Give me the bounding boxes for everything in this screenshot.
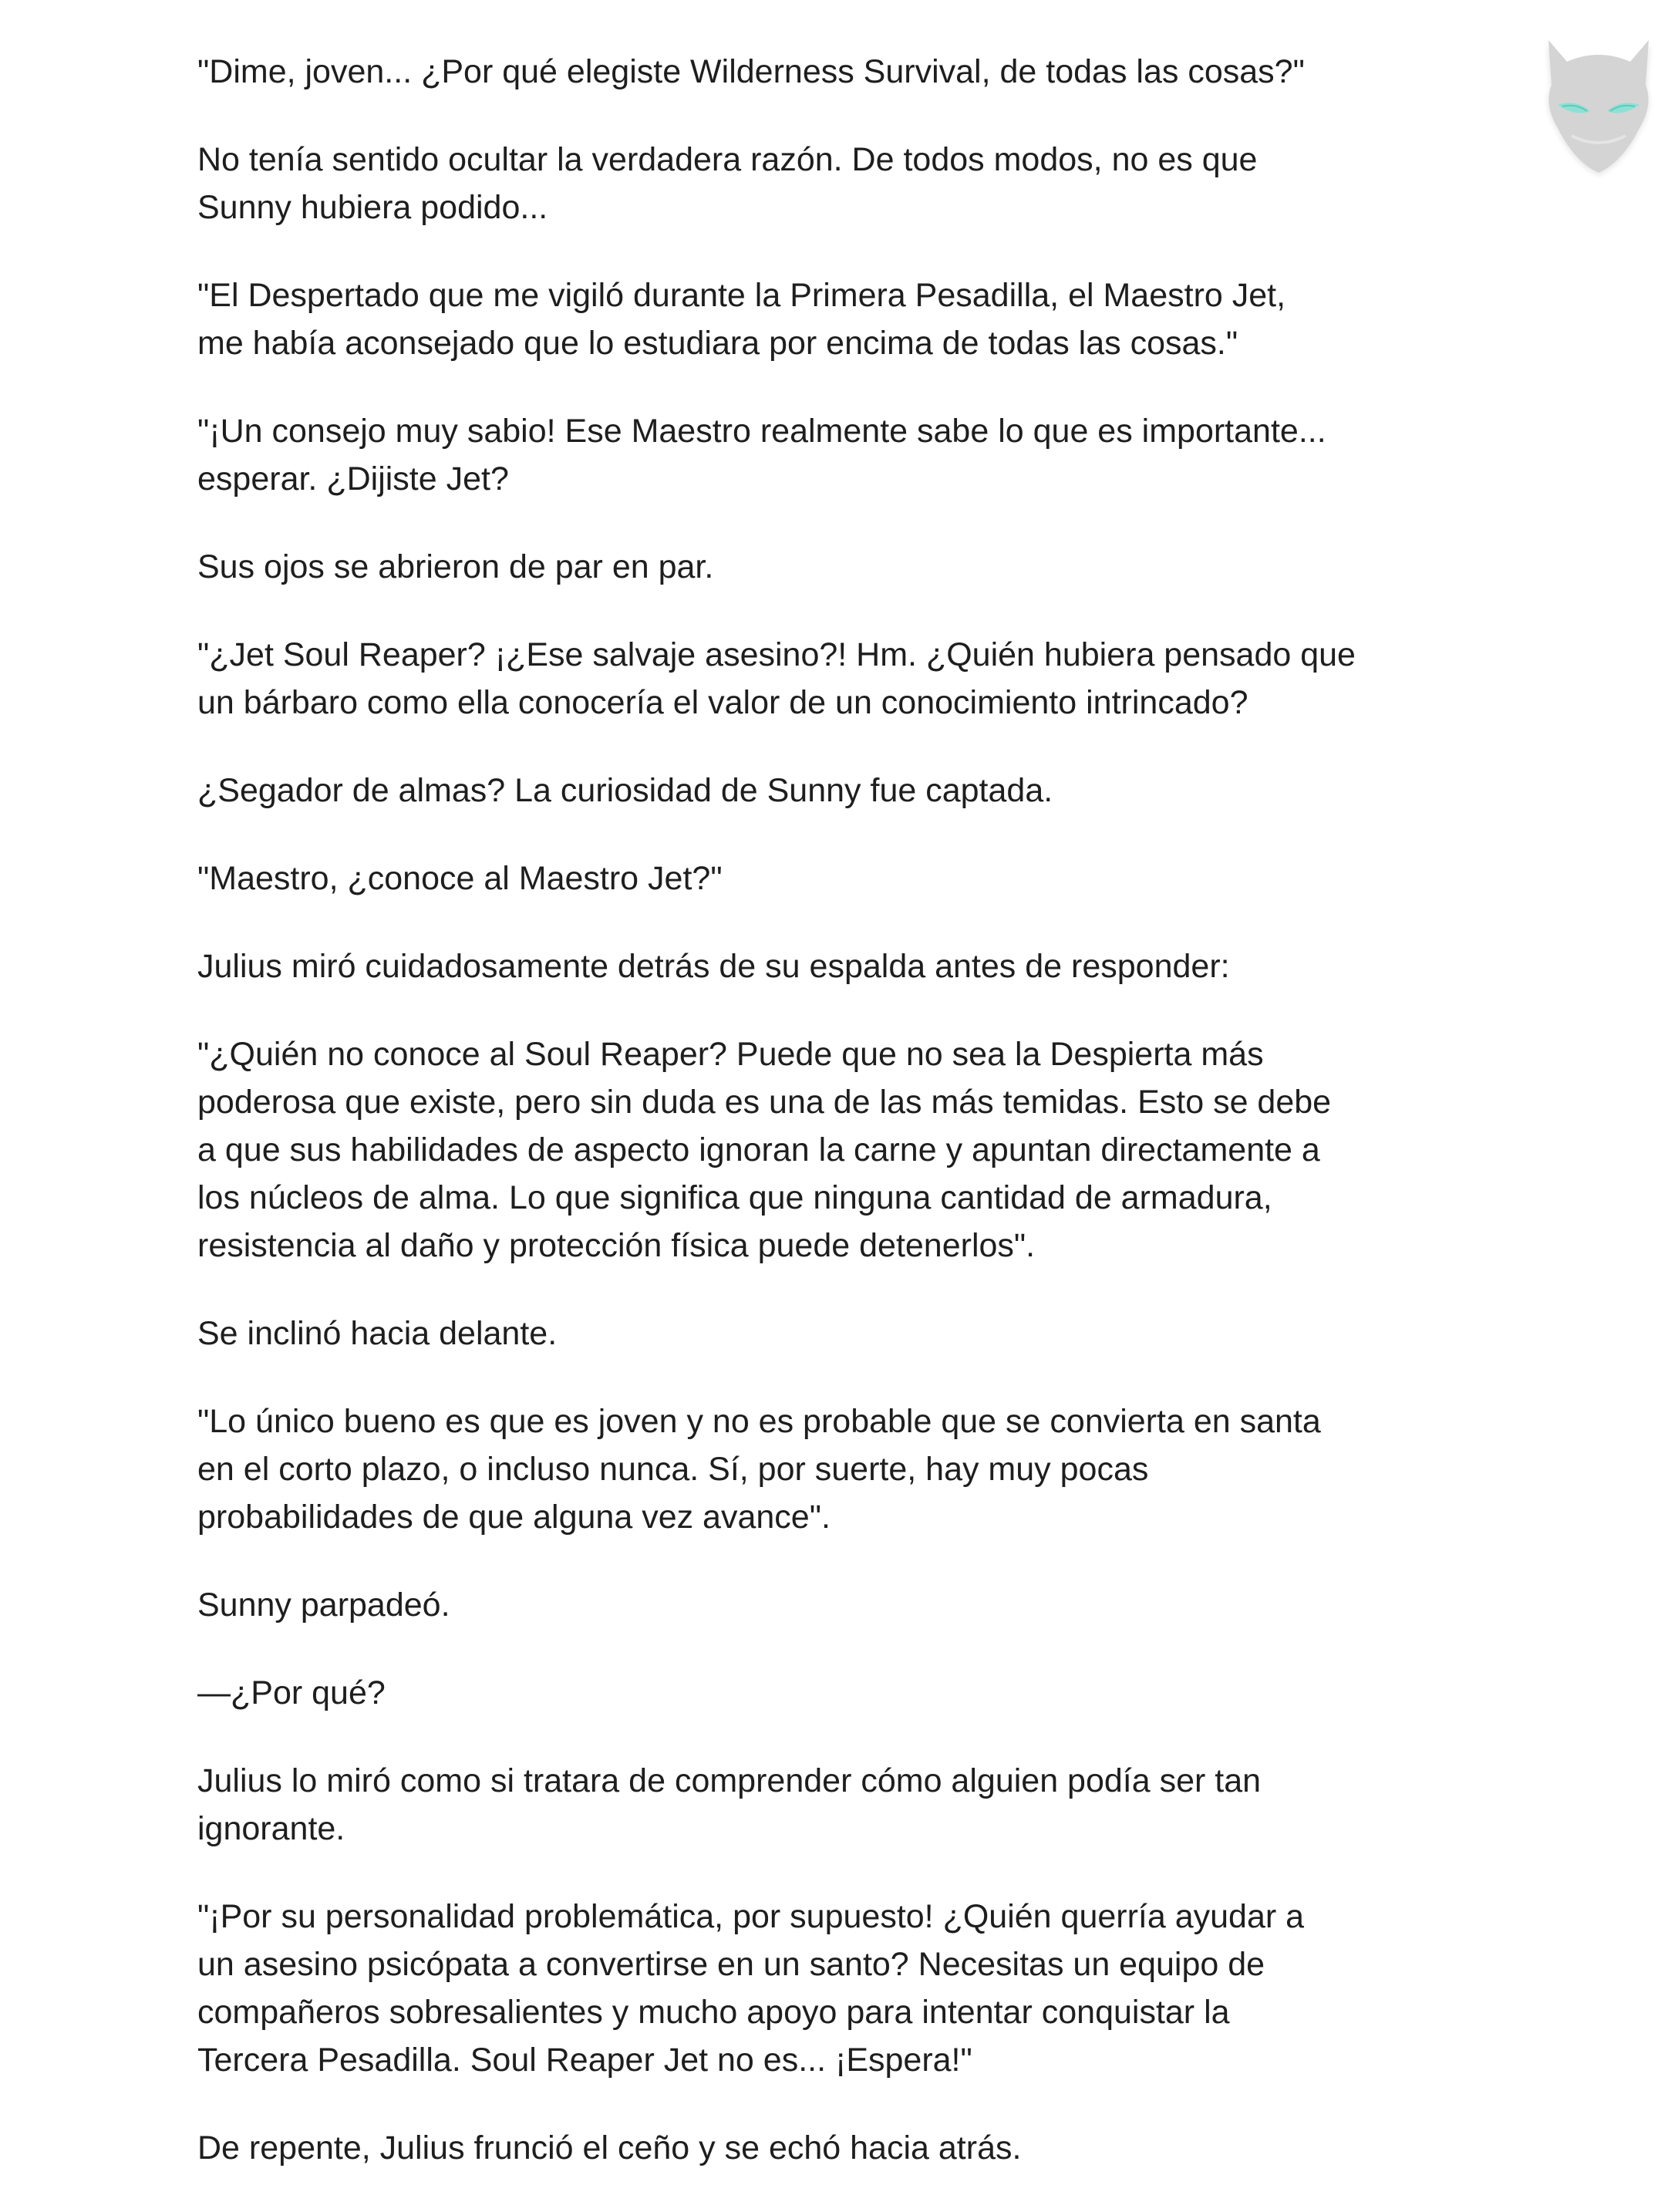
paragraph-11: Se inclinó hacia delante. (197, 1315, 558, 1352)
paragraph-14: —¿Por qué? (197, 1674, 386, 1711)
chapter-text (197, 48, 1524, 2212)
paragraph-13: Sunny parpadeó. (197, 1587, 450, 1624)
paragraph-9: Julius miró cuidadosamente detrás de su espalda antes de responder: (197, 948, 1230, 985)
paragraph-5: Sus ojos se abrieron de par en par. (197, 548, 714, 585)
paragraph-3: "El Despertado que me vigiló durante la Primera Pesadilla, el Maestro Jet, me había aconsejado que lo estudiara por encima de todas las cosas." (197, 277, 1286, 362)
paragraph-2: No tenía sentido ocultar la verdadera razón. De todos modos, no es que Sunny hubiera podido... (197, 141, 1258, 226)
paragraph-17: De repente, Julius frunció el ceño y se echó hacia atrás. (197, 2129, 1022, 2166)
paragraph-16: "¡Por su personalidad problemática, por supuesto! ¿Quién querría ayudar a un asesino psicópata a convertirse en un santo? Necesitas un equipo de compañeros sobresalientes y mucho apoyo para intentar conquistar la Tercera Pesadilla. Soul Reaper Jet no es... ¡Espera!" (197, 1898, 1305, 2079)
demon-head-icon (1525, 14, 1672, 184)
paragraph-15: Julius lo miró como si tratara de comprender cómo alguien podía ser tan ignorante. (197, 1762, 1262, 1847)
paragraph-10: "¿Quién no conoce al Soul Reaper? Puede que no sea la Despierta más poderosa que existe, pero sin duda es una de las más temidas. Esto se debe a que sus habilidades de aspecto ignoran la carne y apuntan directamente a los núcleos de alma. Lo que significa que ninguna cantidad de armadura, resistencia al daño y protección física puede detenerlos". (197, 1036, 1332, 1264)
paragraph-8: "Maestro, ¿conoce al Maestro Jet?" (197, 860, 723, 897)
paragraph-4: "¡Un consejo muy sabio! Ese Maestro realmente sabe lo que es importante... esperar. ¿Dijiste Jet? (197, 413, 1326, 497)
paragraph-12: "Lo único bueno es que es joven y no es probable que se convierta en santa en el corto plazo, o incluso nunca. Sí, por suerte, hay muy pocas probabilidades de que alguna vez avance". (197, 1403, 1321, 1536)
paragraph-7: ¿Segador de almas? La curiosidad de Sunny fue captada. (197, 772, 1053, 809)
paragraph-6: "¿Jet Soul Reaper? ¡¿Ese salvaje asesino?! Hm. ¿Quién hubiera pensado que un bárbaro como ella conocería el valor de un conocimiento intrincado? (197, 636, 1356, 721)
paragraph-1: "Dime, joven... ¿Por qué elegiste Wilderness Survival, de todas las cosas?" (197, 53, 1305, 90)
